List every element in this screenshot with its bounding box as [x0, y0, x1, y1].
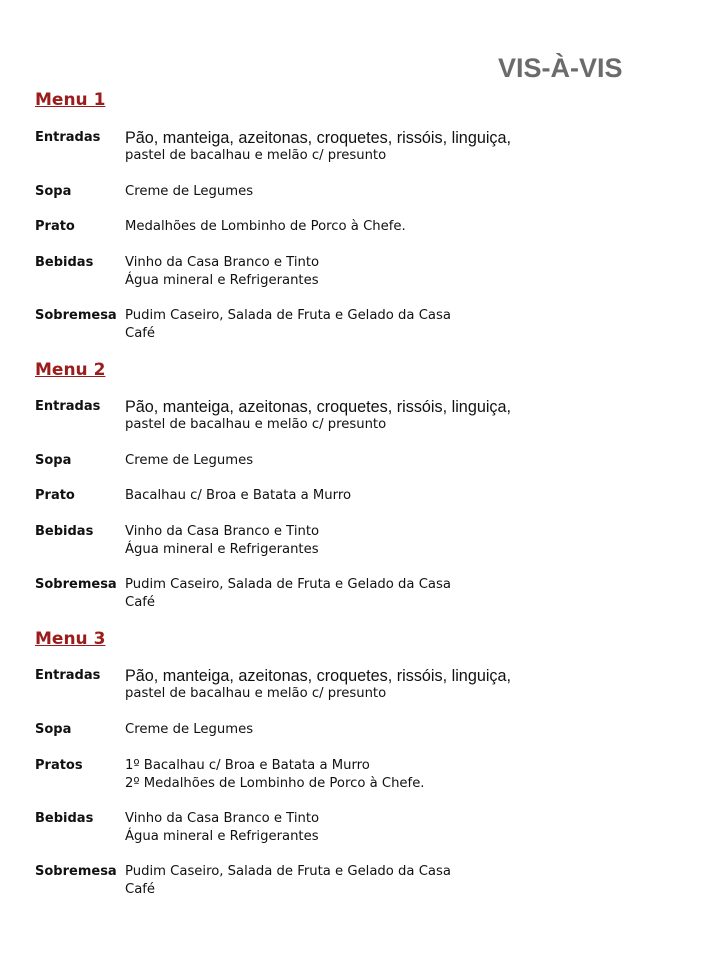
row-line: Café [125, 595, 156, 610]
row-label: Pratos [35, 758, 83, 773]
row-text [125, 129, 511, 165]
row-text [125, 452, 253, 470]
row-label: Sopa [35, 722, 72, 737]
row-label: Bebidas [35, 524, 94, 539]
row-line: Vinho da Casa Branco e Tinto [125, 255, 320, 270]
row-line: Água mineral e Refrigerantes [125, 542, 319, 557]
row-line: Pudim Caseiro, Salada de Fruta e Gelado da Casa [125, 577, 451, 592]
row-line: Medalhões de Lombinho de Porco à Chefe. [125, 219, 406, 234]
row-line: Pudim Caseiro, Salada de Fruta e Gelado da Casa [125, 864, 451, 879]
row-text [125, 487, 351, 505]
row-line: pastel de bacalhau e melão c/ presunto [125, 686, 387, 701]
row-text [125, 523, 319, 559]
menu-2-title: Menu 2 [35, 360, 106, 380]
row-line: Pão, manteiga, azeitonas, croquetes, rissóis, linguiça, [125, 398, 512, 416]
row-text [125, 307, 451, 343]
row-label: Bebidas [35, 255, 94, 270]
row-label: Sobremesa [35, 308, 117, 323]
row-line: Água mineral e Refrigerantes [125, 829, 319, 844]
row-text [125, 863, 451, 899]
brand-title: VIS-À-VIS [498, 53, 623, 83]
row-text [125, 667, 511, 703]
row-line: Pudim Caseiro, Salada de Fruta e Gelado da Casa [125, 308, 451, 323]
row-label: Entradas [35, 130, 101, 145]
row-line: pastel de bacalhau e melão c/ presunto [125, 417, 387, 432]
row-text [125, 398, 511, 434]
menu-1-title: Menu 1 [35, 90, 106, 110]
row-line: Vinho da Casa Branco e Tinto [125, 811, 320, 826]
row-text [125, 757, 425, 793]
row-line: Pão, manteiga, azeitonas, croquetes, rissóis, linguiça, [125, 129, 512, 147]
row-label: Sobremesa [35, 577, 117, 592]
row-label: Bebidas [35, 811, 94, 826]
row-label: Entradas [35, 399, 101, 414]
row-label: Prato [35, 488, 75, 503]
row-text [125, 576, 451, 612]
row-line: Creme de Legumes [125, 184, 254, 199]
row-text [125, 218, 406, 236]
row-text [125, 254, 319, 290]
row-label: Prato [35, 219, 75, 234]
row-line: Café [125, 882, 156, 897]
row-line: Pão, manteiga, azeitonas, croquetes, rissóis, linguiça, [125, 667, 512, 685]
row-line: 1º Bacalhau c/ Broa e Batata a Murro [125, 758, 370, 773]
row-line: Creme de Legumes [125, 453, 254, 468]
menu-3-title: Menu 3 [35, 629, 106, 649]
row-line: Bacalhau c/ Broa e Batata a Murro [125, 488, 352, 503]
row-line: Vinho da Casa Branco e Tinto [125, 524, 320, 539]
row-text [125, 721, 253, 739]
row-line: Café [125, 326, 156, 341]
row-text [125, 810, 319, 846]
row-line: pastel de bacalhau e melão c/ presunto [125, 148, 387, 163]
row-label: Sopa [35, 184, 72, 199]
row-label: Sobremesa [35, 864, 117, 879]
row-label: Sopa [35, 453, 72, 468]
row-text [125, 183, 253, 201]
row-line: Água mineral e Refrigerantes [125, 273, 319, 288]
row-label: Entradas [35, 668, 101, 683]
row-line: Creme de Legumes [125, 722, 254, 737]
row-line: 2º Medalhões de Lombinho de Porco à Chefe. [125, 776, 425, 791]
